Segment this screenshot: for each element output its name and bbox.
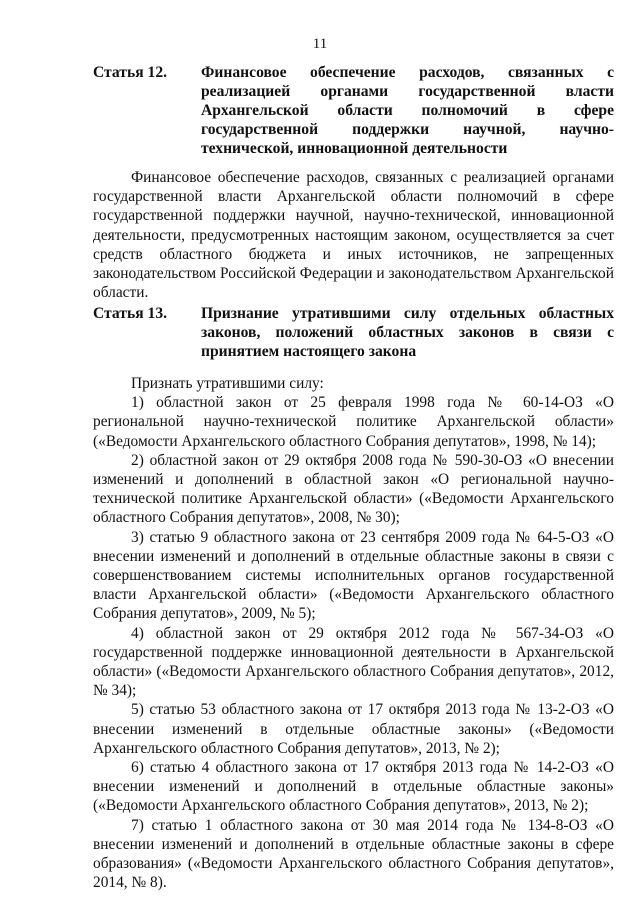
article-13-heading bbox=[93, 304, 614, 361]
article-12-title: Финансовое обеспечение расходов, связанных с реализацией органами государственной власти Архангельской области полномочий в сфере государственной поддержки научной, научно-технической, инновационной деятельности bbox=[201, 64, 614, 157]
list-item-5: 5) статью 53 областного закона от 17 октября 2013 года № 13-2-ОЗ «О внесении изменений в отдельные областные законы» («Ведомости Архангельского областного Собрания депутатов», 2013, № 2); bbox=[93, 701, 614, 757]
article-13-title: Признание утратившими силу отдельных областных законов, положений областных законов в связи с принятием настоящего закона bbox=[201, 305, 614, 360]
list-item-1: 1) областной закон от 25 февраля 1998 года № 60-14-ОЗ «О региональной научно-технической политике Архангельской области» («Ведомости Архангельского областного Собрания депутатов», 1998, № 14); bbox=[93, 394, 614, 450]
list-item-3: 3) статью 9 областного закона от 23 сентября 2009 года № 64-5-ОЗ «О внесении изменений и дополнений в отдельные областные законы в связи с совершенствованием системы исполнительных органов государственной власти Архангельской области» («Ведомости Архангельского областного Собрания депутатов», 2009, № 5); bbox=[93, 528, 614, 623]
article-12-heading bbox=[93, 63, 614, 158]
article-13-body bbox=[93, 374, 614, 892]
article-13-intro: Признать утратившими силу: bbox=[131, 375, 324, 392]
list-item-4: 4) областной закон от 29 октября 2012 года № 567-34-ОЗ «О государственной поддержке инновационной деятельности в Архангельской области» («Ведомости Архангельского областного Собрания депутатов», 2012, № 34); bbox=[93, 624, 614, 700]
article-12-body bbox=[93, 168, 614, 302]
article-12-paragraph: Финансовое обеспечение расходов, связанных с реализацией органами государственной власти Архангельской области полномочий в сфере государственной поддержки научной, научно-технической, инновационной деятельности, предусмотренных настоящим законом, осуществляется за счет средств областного бюджета и иных источников, не запрещенных законодательством Российской Федерации и законодательством Архангельской области. bbox=[93, 169, 614, 302]
list-item-6: 6) статью 4 областного закона от 17 октября 2013 года № 14-2-ОЗ «О внесении изменений и дополнений в отдельные областные законы» («Ведомости Архангельского областного Собрания депутатов», 2013, № 2); bbox=[93, 759, 614, 815]
article-13-label: Статья 13. bbox=[93, 305, 168, 322]
list-item-2: 2) областной закон от 29 октября 2008 года № 590-30-ОЗ «О внесении изменений и дополнений в областной закон «О региональной научно-технической политике Архангельской области» («Ведомости Архангельского областного Собрания депутатов», 2008, № 30); bbox=[93, 451, 614, 527]
list-item-7: 7) статью 1 областного закона от 30 мая 2014 года № 134-8-ОЗ «О внесении изменений и дополнений в отдельные областные законы в сфере образования» («Ведомости Архангельского областного Собрания депутатов», 2014, № 8). bbox=[93, 816, 614, 892]
article-12-label: Статья 12. bbox=[93, 64, 168, 81]
page-number: 11 bbox=[312, 36, 328, 52]
